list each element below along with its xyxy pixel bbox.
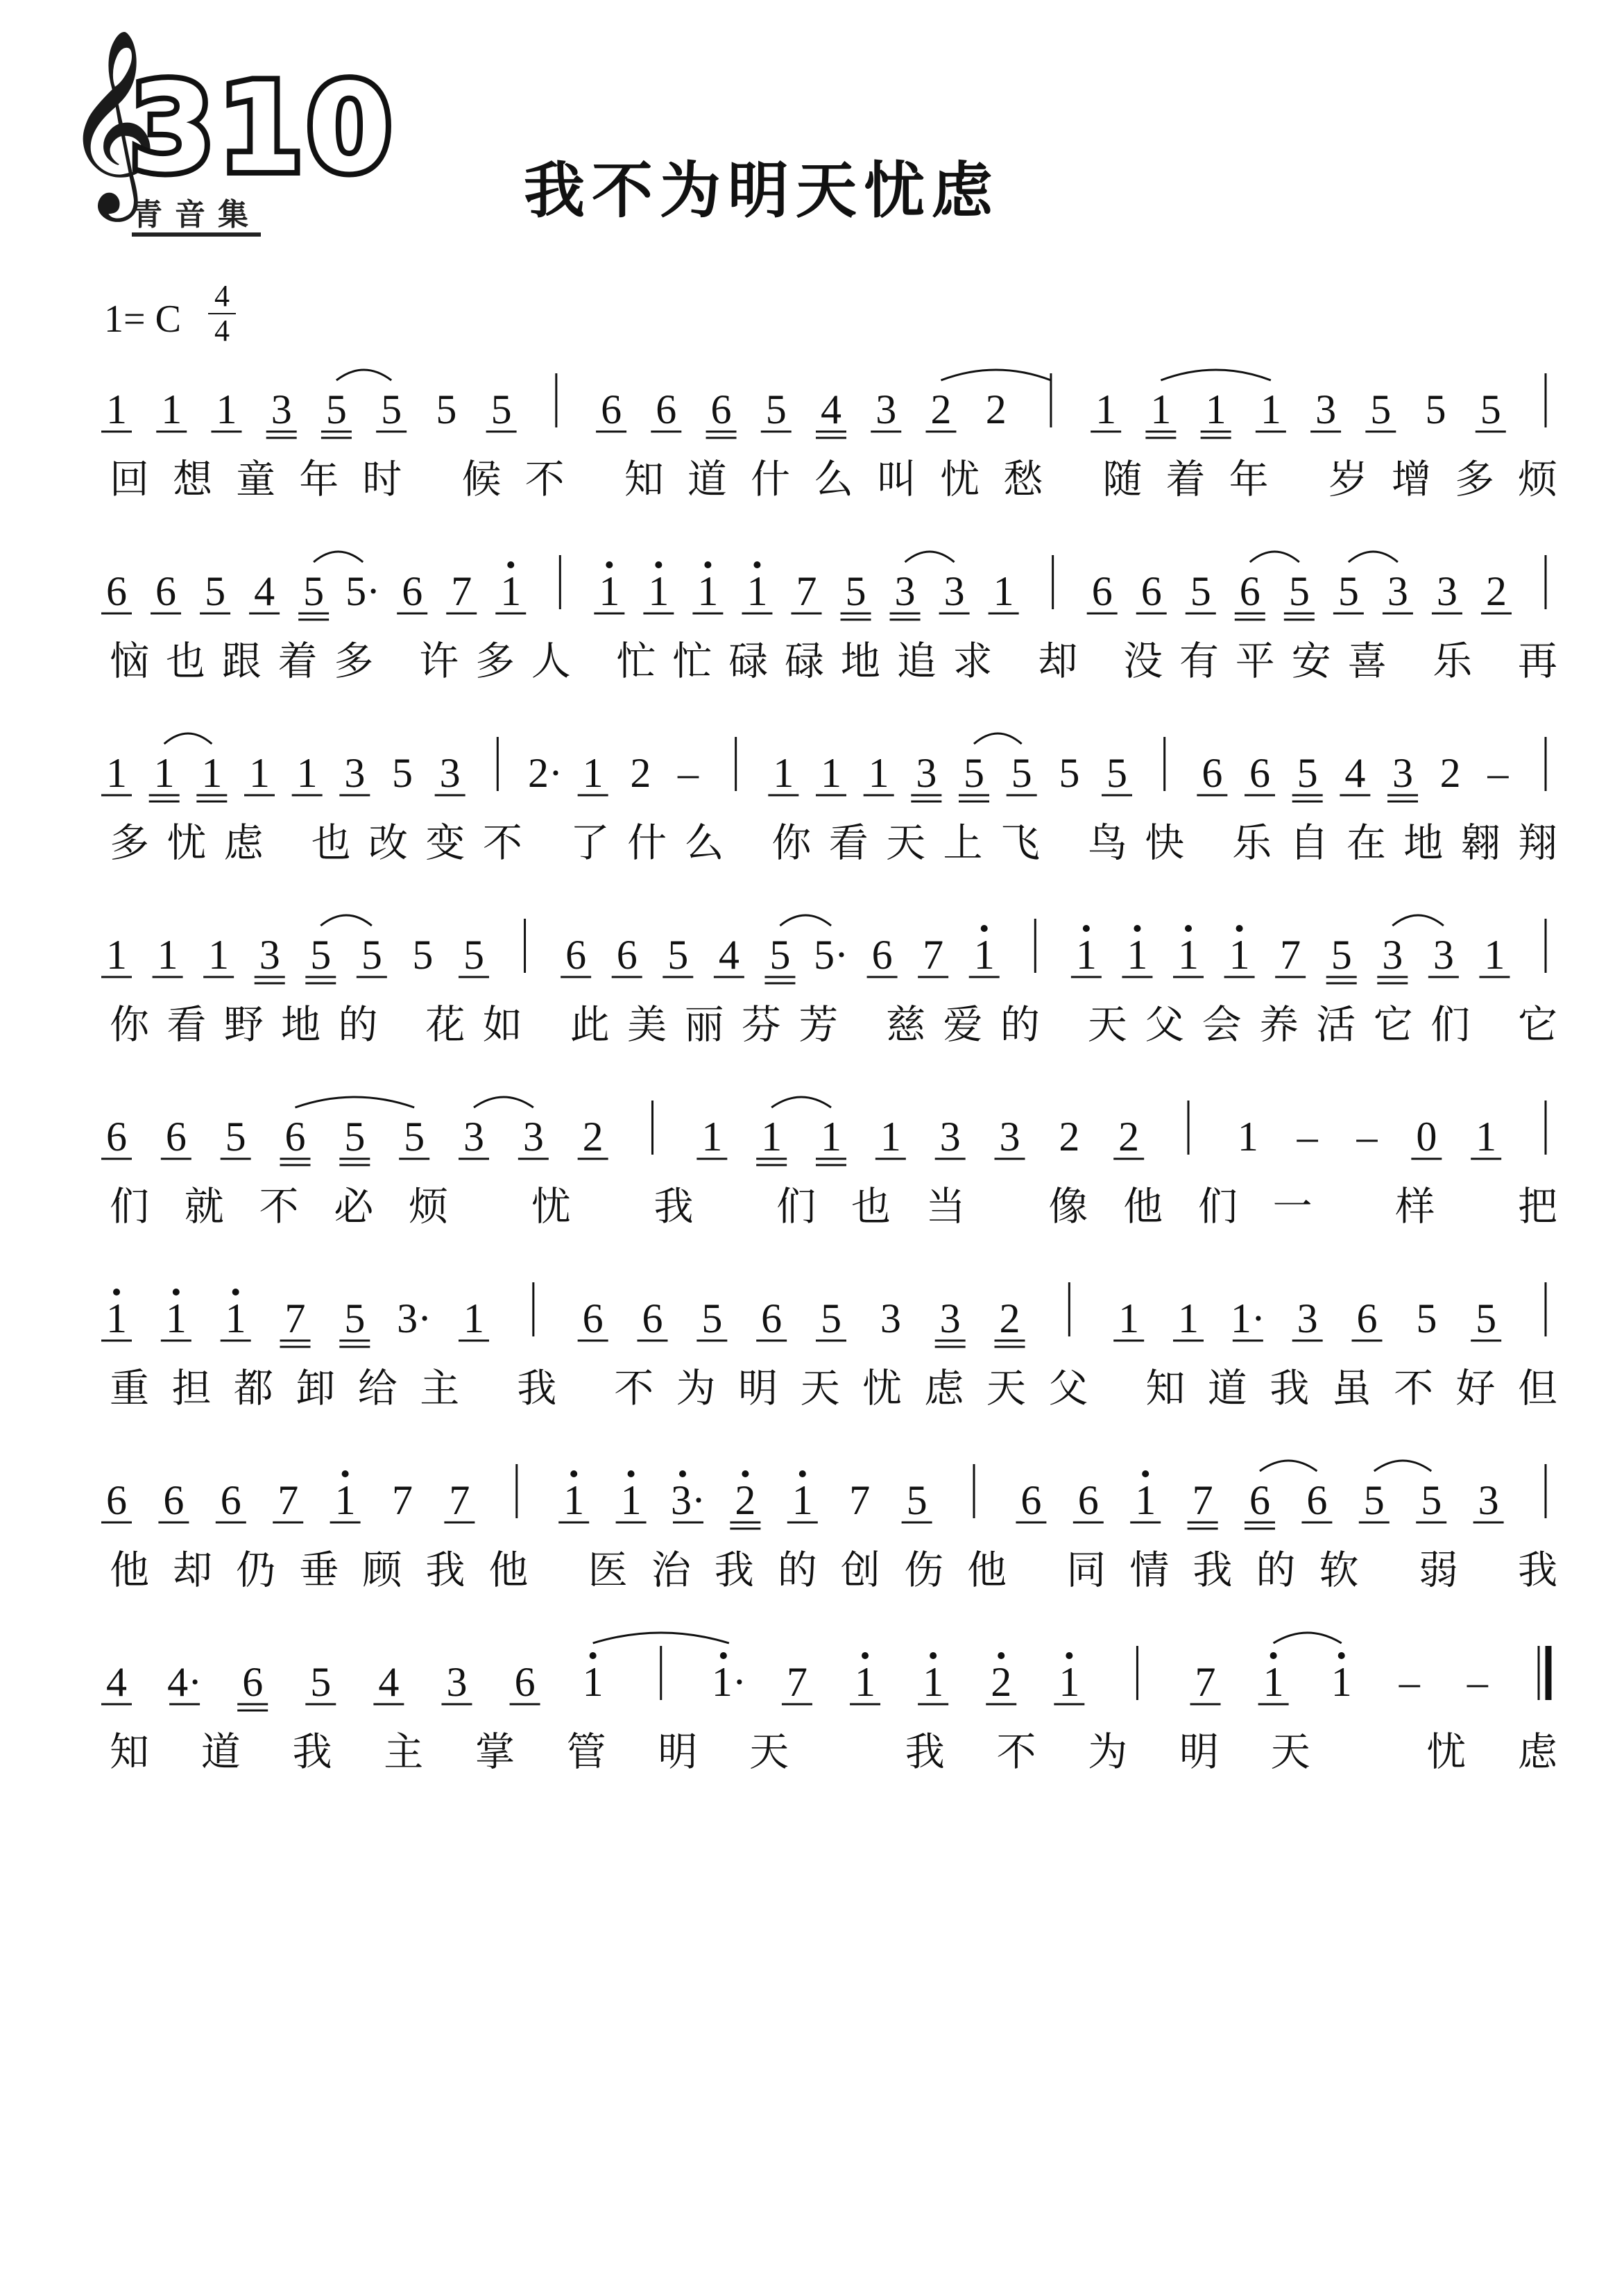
note: 6	[761, 1295, 783, 1341]
note: 6	[601, 386, 622, 432]
note: 5	[344, 1295, 366, 1341]
note: 6	[106, 1114, 127, 1159]
note: 5	[1425, 386, 1446, 432]
note: 1	[106, 386, 127, 432]
note: 6	[710, 386, 732, 432]
octave-dot	[232, 1289, 239, 1295]
note: 5	[765, 386, 787, 432]
song-title: 我不为明天忧虑	[524, 155, 1000, 226]
note: 1	[161, 386, 182, 432]
note: 1	[701, 1114, 723, 1159]
note: 3	[439, 750, 461, 796]
note: 2	[630, 750, 651, 796]
note: 6	[1249, 1477, 1270, 1523]
note: 1	[1095, 386, 1117, 432]
note: 7	[392, 1477, 413, 1523]
note: 0	[1416, 1114, 1437, 1159]
time-signature-top: 4	[214, 279, 230, 313]
note: 6	[565, 932, 587, 978]
note: 1	[648, 568, 669, 614]
note: 3	[271, 386, 292, 432]
note: 5	[1480, 386, 1501, 432]
octave-dot	[981, 925, 988, 932]
treble-clef-icon: 𝄞	[64, 28, 158, 214]
note: 6	[642, 1295, 663, 1341]
note: 6	[163, 1477, 185, 1523]
note: 1	[1263, 1659, 1284, 1705]
note: 1	[582, 750, 604, 796]
note: 1	[773, 750, 794, 796]
note: 1	[1118, 1295, 1140, 1341]
note: 3	[894, 568, 916, 614]
note: 3	[1433, 932, 1454, 978]
note: 1	[500, 568, 522, 614]
note: 5	[381, 386, 402, 432]
note: 5	[964, 750, 984, 796]
note: 1	[620, 1477, 642, 1523]
note: 1	[1127, 932, 1148, 978]
note: 2	[582, 1114, 604, 1159]
octave-dot	[1270, 1652, 1277, 1659]
note: 1	[165, 1295, 187, 1341]
note: 5	[1370, 386, 1392, 432]
octave-dot	[507, 561, 514, 568]
note: 4	[106, 1659, 127, 1705]
note: 7	[451, 568, 472, 614]
tie-arc	[1260, 1461, 1317, 1471]
octave-dot	[704, 561, 711, 568]
note: 5·	[814, 932, 848, 978]
tie-arc	[1250, 552, 1299, 562]
note: 5	[404, 1114, 425, 1159]
note: 1	[792, 1477, 813, 1523]
octave-dot	[862, 1652, 869, 1659]
note: 2·	[528, 750, 563, 796]
octave-dot	[1142, 1470, 1149, 1477]
note: 6	[402, 568, 423, 614]
note: 5·	[345, 568, 381, 614]
octave-dot	[720, 1652, 727, 1659]
note: 6	[656, 386, 677, 432]
tie-arc	[780, 915, 831, 926]
note: 1	[697, 568, 719, 614]
note: 4	[378, 1659, 400, 1705]
note: 5	[1297, 750, 1318, 796]
key-signature: 1= C	[104, 298, 181, 341]
octave-dot	[113, 1289, 120, 1295]
note: 6	[106, 1477, 127, 1523]
note: 6	[514, 1659, 536, 1705]
octave-dot	[590, 1652, 597, 1659]
tie-arc	[164, 733, 212, 744]
note: 1	[1150, 386, 1172, 432]
note: 5	[1106, 750, 1127, 796]
logo-number: 310	[130, 58, 396, 199]
note: 3	[943, 568, 965, 614]
octave-dot	[742, 1470, 749, 1477]
note: 3	[522, 1114, 544, 1159]
note: 5	[310, 1659, 332, 1705]
note: 1	[216, 386, 237, 432]
note: 1	[855, 1659, 876, 1705]
note: 4	[718, 932, 740, 978]
note: 1	[1237, 1114, 1258, 1159]
octave-dot	[1236, 925, 1243, 932]
tie-arc	[1374, 1461, 1431, 1471]
note: 3	[916, 750, 937, 796]
tie-arc	[1349, 552, 1398, 562]
note: 3	[259, 932, 280, 978]
note: 3	[1436, 568, 1458, 614]
note: 1·	[1230, 1295, 1265, 1341]
note: 5	[310, 932, 332, 978]
note: 1	[1205, 386, 1226, 432]
note: 3·	[397, 1295, 432, 1341]
note: 3	[939, 1295, 961, 1341]
note: 7	[1195, 1659, 1216, 1705]
note: 5	[1337, 568, 1359, 614]
note: 5	[769, 932, 791, 978]
note: 1	[157, 932, 178, 978]
octave-dot	[606, 561, 613, 568]
lyric-line: 你看野地的 花如 此美丽芬芳 慈爱的 天父会养活它们 它	[110, 1002, 1557, 1048]
octave-dot	[570, 1470, 577, 1477]
octave-dot	[930, 1652, 937, 1659]
note: 6	[284, 1114, 306, 1159]
note: 6	[1140, 568, 1162, 614]
octave-dot	[1066, 1652, 1072, 1659]
note: 1	[201, 750, 223, 796]
note: 1	[1075, 932, 1097, 978]
note: 1	[973, 932, 995, 978]
note: 2	[999, 1295, 1020, 1341]
note: 1	[1135, 1477, 1156, 1523]
note: 2	[930, 386, 952, 432]
note: 3	[1315, 386, 1337, 432]
note: 5	[361, 932, 382, 978]
note: 3	[939, 1114, 961, 1159]
note: 1	[582, 1659, 604, 1705]
note: 6	[616, 932, 638, 978]
note: 2	[1118, 1114, 1140, 1159]
octave-dot	[1185, 925, 1192, 932]
note: 5	[392, 750, 413, 796]
note: 2	[1485, 568, 1507, 614]
note: 1	[563, 1477, 585, 1523]
note: 5	[463, 932, 484, 978]
note: 1	[1331, 1659, 1352, 1705]
octave-dot	[1134, 925, 1140, 932]
note: 6	[871, 932, 893, 978]
lyric-line: 们就不必烦 忧 我 们也当 像他们一 样 把	[110, 1184, 1557, 1230]
note: 1	[761, 1114, 783, 1159]
note: 6	[242, 1659, 264, 1705]
octave-dot	[799, 1470, 806, 1477]
lyric-line: 重担都卸给主 我 不为明天忧虑天父 知道我虽不好但	[110, 1366, 1557, 1411]
note: 3	[463, 1114, 484, 1159]
note: 5	[205, 568, 226, 614]
lyric-line: 他却仍垂顾我他 医治我的创伤他 同情我的软 弱 我	[110, 1547, 1557, 1593]
note: 1	[1476, 1114, 1497, 1159]
note: 2	[1059, 1114, 1080, 1159]
note: 6	[165, 1114, 187, 1159]
note: 6	[1249, 750, 1270, 796]
note: 1	[225, 1295, 246, 1341]
note: 2	[991, 1659, 1012, 1705]
note: 6	[1077, 1477, 1099, 1523]
note: 6	[1091, 568, 1113, 614]
note: 5	[303, 568, 325, 614]
logo-subtitle: 青音集	[132, 198, 261, 237]
note: 4	[254, 568, 275, 614]
note: 1	[821, 750, 841, 796]
lyric-line: 知道我主掌管明天 我不为明天 忧虑	[110, 1729, 1557, 1775]
note: 1	[208, 932, 230, 978]
note: 3	[875, 386, 897, 432]
note: 7	[923, 932, 944, 978]
note: 2	[985, 386, 1007, 432]
note: 5	[1416, 1295, 1437, 1341]
note: 7	[284, 1295, 306, 1341]
note: 1	[868, 750, 889, 796]
tie-arc	[771, 1097, 831, 1107]
sustain-dash: –	[678, 750, 699, 796]
note: 5	[1059, 750, 1080, 796]
note: 5	[667, 932, 689, 978]
note: 1	[599, 568, 620, 614]
note: 1	[1178, 1295, 1199, 1341]
note: 1	[334, 1477, 356, 1523]
note: 4	[1344, 750, 1366, 796]
octave-dot	[679, 1470, 686, 1477]
note: 3	[880, 1295, 901, 1341]
note: 1	[153, 750, 175, 796]
time-signature-bottom: 4	[214, 314, 230, 348]
note: 1	[923, 1659, 944, 1705]
sustain-dash: –	[1356, 1114, 1378, 1159]
sustain-dash: –	[1297, 1114, 1318, 1159]
note: 6	[220, 1477, 241, 1523]
note: 1	[106, 750, 127, 796]
note: 6	[582, 1295, 604, 1341]
tie-arc	[974, 733, 1022, 744]
octave-dot	[1083, 925, 1090, 932]
octave-dot	[628, 1470, 635, 1477]
note: 4·	[167, 1659, 203, 1705]
note: 7	[786, 1659, 807, 1705]
note: 1	[463, 1295, 484, 1341]
note: 6	[1202, 750, 1223, 796]
tie-arc	[314, 552, 363, 562]
note: 1	[249, 750, 270, 796]
note: 1	[1484, 932, 1505, 978]
sustain-dash: –	[1399, 1659, 1420, 1705]
octave-dot	[1338, 1652, 1345, 1659]
note: 5	[1288, 568, 1310, 614]
sustain-dash: –	[1487, 750, 1509, 796]
lyric-line: 恼也跟着多 许多人 忙忙碌碌地追求 却 没有平安喜 乐 再	[110, 638, 1557, 684]
tie-arc	[905, 552, 955, 562]
octave-dot	[998, 1652, 1005, 1659]
note: 5	[490, 386, 512, 432]
note: 7	[1192, 1477, 1213, 1523]
note: 1	[1260, 386, 1281, 432]
note: 5	[1421, 1477, 1442, 1523]
tie-arc	[474, 1097, 533, 1107]
note: 6	[106, 568, 127, 614]
note: 5	[1190, 568, 1211, 614]
note: 5	[1363, 1477, 1385, 1523]
note: 6	[1306, 1477, 1328, 1523]
octave-dot	[655, 561, 662, 568]
note: 1·	[711, 1659, 746, 1705]
note: 6	[1020, 1477, 1042, 1523]
note: 5	[821, 1295, 841, 1341]
note: 1	[1178, 932, 1199, 978]
note: 5	[436, 386, 457, 432]
note: 2	[735, 1477, 756, 1523]
sustain-dash: –	[1467, 1659, 1488, 1705]
note: 1	[296, 750, 318, 796]
note: 1	[1059, 1659, 1080, 1705]
note: 6	[1356, 1295, 1378, 1341]
tie-arc	[296, 1097, 415, 1107]
note: 1	[993, 568, 1014, 614]
note: 7	[449, 1477, 470, 1523]
note: 1	[1229, 932, 1250, 978]
tie-arc	[1274, 1633, 1342, 1643]
tie-arc	[593, 1633, 729, 1643]
note: 1	[106, 1295, 127, 1341]
note: 5	[1331, 932, 1352, 978]
lyric-line: 回想童年时 候不 知道什么叫忧愁 随着年 岁增多烦	[110, 457, 1557, 502]
octave-dot	[753, 561, 760, 568]
note: 3	[1382, 932, 1403, 978]
note: 5	[412, 932, 434, 978]
tie-arc	[1161, 370, 1270, 380]
note: 6	[1239, 568, 1260, 614]
note: 5	[344, 1114, 366, 1159]
note: 5	[225, 1114, 246, 1159]
note: 7	[796, 568, 817, 614]
note: 5	[1011, 750, 1032, 796]
note: 4	[821, 386, 841, 432]
note: 7	[849, 1477, 871, 1523]
note: 2	[1439, 750, 1461, 796]
note: 3	[1392, 750, 1413, 796]
note: 5	[906, 1477, 928, 1523]
octave-dot	[173, 1289, 180, 1295]
note: 3	[1478, 1477, 1499, 1523]
tie-arc	[320, 915, 372, 926]
note: 3	[344, 750, 366, 796]
note: 3	[446, 1659, 468, 1705]
tie-arc	[941, 370, 1050, 380]
note: 1	[106, 932, 127, 978]
note: 5	[325, 386, 347, 432]
note: 1	[821, 1114, 841, 1159]
note: 5	[701, 1295, 723, 1341]
note: 5	[1476, 1295, 1497, 1341]
note: 7	[1280, 932, 1301, 978]
note: 3	[1297, 1295, 1318, 1341]
note: 3	[999, 1114, 1020, 1159]
tie-arc	[1392, 915, 1444, 926]
octave-dot	[342, 1470, 349, 1477]
note: 1	[880, 1114, 901, 1159]
note: 3	[1387, 568, 1408, 614]
note: 1	[746, 568, 768, 614]
note: 6	[155, 568, 177, 614]
lyric-line: 多忧虑 也改变不 了什么 你看天上飞 鸟快 乐自在地翱翔	[110, 820, 1557, 866]
note: 5	[845, 568, 866, 614]
note: 7	[277, 1477, 299, 1523]
note: 3·	[671, 1477, 706, 1523]
tie-arc	[336, 370, 391, 380]
